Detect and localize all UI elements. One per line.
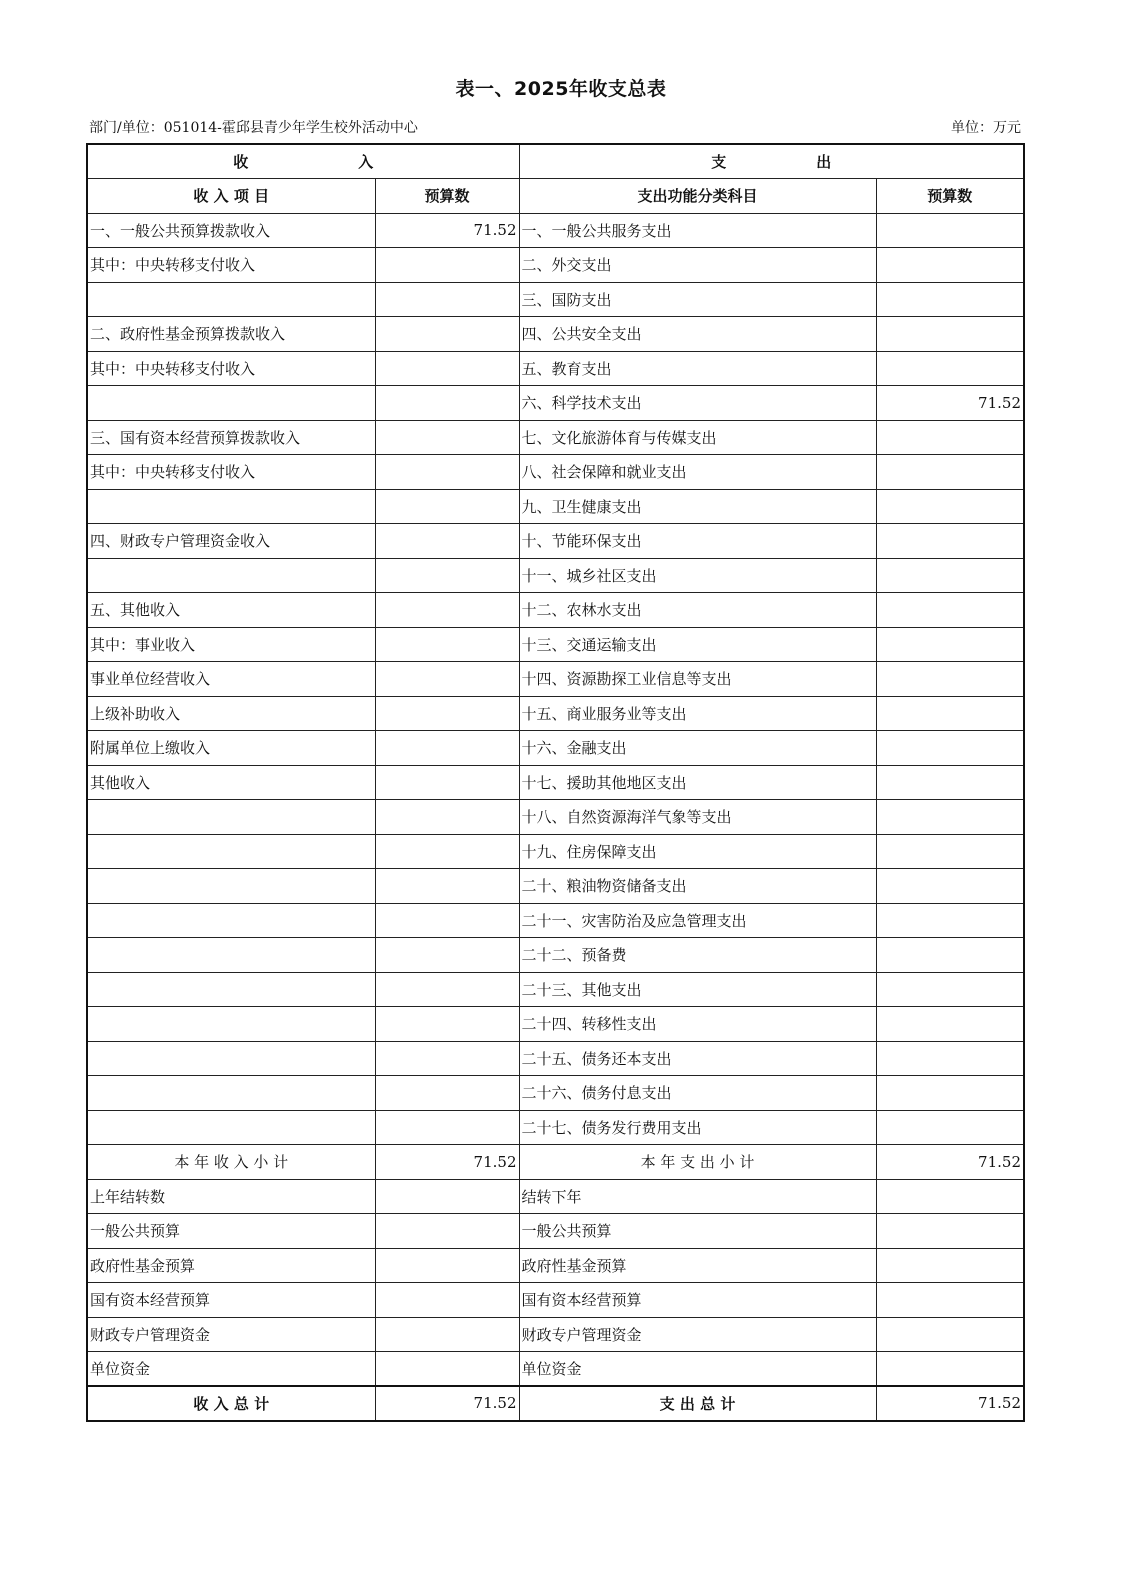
- income-value-cell: [375, 765, 519, 800]
- income-item-cell: 其中：中央转移支付收入: [87, 248, 375, 283]
- carry-expense-item-value: [876, 1248, 1024, 1283]
- income-value-cell: [375, 972, 519, 1007]
- income-item-cell: 其中：中央转移支付收入: [87, 351, 375, 386]
- expense-item-cell: 四、公共安全支出: [519, 317, 876, 352]
- table-row: [87, 765, 1024, 800]
- expense-item-cell: 二十六、债务付息支出: [519, 1076, 876, 1111]
- table-row: [87, 455, 1024, 490]
- expense-item-header: 支出功能分类科目: [519, 179, 876, 214]
- table-row: [87, 282, 1024, 317]
- income-item-cell: 事业单位经营收入: [87, 662, 375, 697]
- income-value-cell: [375, 903, 519, 938]
- income-value-cell: [375, 1076, 519, 1111]
- income-item-cell: 五、其他收入: [87, 593, 375, 628]
- expense-value-cell: [876, 1076, 1024, 1111]
- table-row: [87, 834, 1024, 869]
- income-value-cell: [375, 317, 519, 352]
- expense-item-cell: 二十二、预备费: [519, 938, 876, 973]
- expense-item-cell: 十、节能环保支出: [519, 524, 876, 559]
- carry-expense-value: [876, 1179, 1024, 1214]
- carry-expense-item-value: [876, 1283, 1024, 1318]
- income-total-value: 71.52: [375, 1386, 519, 1421]
- income-item-cell: [87, 869, 375, 904]
- expense-item-cell: 六、科学技术支出: [519, 386, 876, 421]
- carry-header-row: [87, 1179, 1024, 1214]
- income-item-cell: 附属单位上缴收入: [87, 731, 375, 766]
- table-row: [87, 972, 1024, 1007]
- income-item-cell: [87, 903, 375, 938]
- income-value-cell: [375, 524, 519, 559]
- expense-item-cell: 三、国防支出: [519, 282, 876, 317]
- table-row: [87, 1076, 1024, 1111]
- table-row: [87, 489, 1024, 524]
- expense-value-cell: [876, 696, 1024, 731]
- table-row: [87, 317, 1024, 352]
- expense-item-cell: 九、卫生健康支出: [519, 489, 876, 524]
- expense-value-cell: [876, 1007, 1024, 1042]
- income-item-cell: [87, 834, 375, 869]
- income-value-cell: [375, 558, 519, 593]
- table-row: [87, 248, 1024, 283]
- expense-item-cell: 十一、城乡社区支出: [519, 558, 876, 593]
- expense-value-cell: [876, 1110, 1024, 1145]
- carry-income-item: 政府性基金预算: [87, 1248, 375, 1283]
- table-row: [87, 662, 1024, 697]
- expense-value-cell: [876, 834, 1024, 869]
- table-row: [87, 696, 1024, 731]
- income-value-cell: [375, 489, 519, 524]
- income-item-cell: 其中：事业收入: [87, 627, 375, 662]
- group-header-row: [87, 144, 1024, 179]
- income-value-cell: [375, 593, 519, 628]
- table-row: [87, 869, 1024, 904]
- table-row: [87, 524, 1024, 559]
- expense-value-cell: [876, 282, 1024, 317]
- income-item-cell: 四、财政专户管理资金收入: [87, 524, 375, 559]
- table-row: [87, 593, 1024, 628]
- carry-income-item-value: [375, 1214, 519, 1249]
- income-item-cell: 三、国有资本经营预算拨款收入: [87, 420, 375, 455]
- carry-income-item: 一般公共预算: [87, 1214, 375, 1249]
- income-value-cell: [375, 938, 519, 973]
- carry-expense-label: 结转下年: [519, 1179, 876, 1214]
- income-item-cell: [87, 972, 375, 1007]
- income-total-label: 收 入 总 计: [87, 1386, 375, 1421]
- income-value-cell: [375, 834, 519, 869]
- carry-income-label: 上年结转数: [87, 1179, 375, 1214]
- income-item-cell: [87, 489, 375, 524]
- carry-income-item: 国有资本经营预算: [87, 1283, 375, 1318]
- income-subtotal-label: 本 年 收 入 小 计: [87, 1145, 375, 1180]
- carry-item-row: [87, 1283, 1024, 1318]
- expense-value-cell: [876, 524, 1024, 559]
- income-item-cell: [87, 938, 375, 973]
- expense-value-cell: [876, 972, 1024, 1007]
- income-item-cell: [87, 800, 375, 835]
- carry-income-item: 财政专户管理资金: [87, 1317, 375, 1352]
- budget-table: [86, 143, 1025, 1422]
- expense-item-cell: 二十四、转移性支出: [519, 1007, 876, 1042]
- income-subtotal-value: 71.52: [375, 1145, 519, 1180]
- expense-item-cell: 十四、资源勘探工业信息等支出: [519, 662, 876, 697]
- carry-expense-item: 单位资金: [519, 1352, 876, 1387]
- income-item-cell: [87, 1041, 375, 1076]
- total-row: [87, 1386, 1024, 1421]
- table-row: [87, 1041, 1024, 1076]
- income-value-cell: [375, 662, 519, 697]
- carry-expense-item: 政府性基金预算: [519, 1248, 876, 1283]
- column-header-row: [87, 179, 1024, 214]
- carry-income-item-value: [375, 1352, 519, 1387]
- expense-value-cell: [876, 593, 1024, 628]
- expense-value-cell: [876, 351, 1024, 386]
- carry-item-row: [87, 1248, 1024, 1283]
- subtotal-row: [87, 1145, 1024, 1180]
- table-row: [87, 731, 1024, 766]
- expense-item-cell: 八、社会保障和就业支出: [519, 455, 876, 490]
- income-item-cell: [87, 1076, 375, 1111]
- expense-value-cell: [876, 800, 1024, 835]
- income-item-cell: 其他收入: [87, 765, 375, 800]
- expense-item-cell: 一、一般公共服务支出: [519, 213, 876, 248]
- expense-value-cell: [876, 317, 1024, 352]
- carry-income-item-value: [375, 1248, 519, 1283]
- expense-group-header: 支 出: [519, 144, 1024, 179]
- carry-item-row: [87, 1352, 1024, 1387]
- table-row: [87, 800, 1024, 835]
- income-value-cell: [375, 1007, 519, 1042]
- carry-item-row: [87, 1317, 1024, 1352]
- carry-income-item-value: [375, 1317, 519, 1352]
- income-value-cell: [375, 351, 519, 386]
- income-value-cell: [375, 455, 519, 490]
- carry-expense-item-value: [876, 1317, 1024, 1352]
- carry-expense-item: 国有资本经营预算: [519, 1283, 876, 1318]
- income-value-cell: [375, 282, 519, 317]
- table-row: [87, 1110, 1024, 1145]
- income-budget-header: 预算数: [375, 179, 519, 214]
- income-value-cell: [375, 869, 519, 904]
- expense-item-cell: 十七、援助其他地区支出: [519, 765, 876, 800]
- expense-item-cell: 十六、金融支出: [519, 731, 876, 766]
- expense-value-cell: [876, 213, 1024, 248]
- income-value-cell: [375, 420, 519, 455]
- expense-value-cell: [876, 558, 1024, 593]
- table-row: [87, 938, 1024, 973]
- income-value-cell: 71.52: [375, 213, 519, 248]
- income-item-cell: [87, 558, 375, 593]
- carry-expense-item-value: [876, 1214, 1024, 1249]
- income-item-cell: 上级补助收入: [87, 696, 375, 731]
- table-row: [87, 213, 1024, 248]
- income-value-cell: [375, 248, 519, 283]
- expense-item-cell: 十八、自然资源海洋气象等支出: [519, 800, 876, 835]
- expense-item-cell: 二、外交支出: [519, 248, 876, 283]
- expense-item-cell: 十三、交通运输支出: [519, 627, 876, 662]
- income-value-cell: [375, 731, 519, 766]
- expense-item-cell: 七、文化旅游体育与传媒支出: [519, 420, 876, 455]
- expense-value-cell: [876, 455, 1024, 490]
- income-item-cell: 其中：中央转移支付收入: [87, 455, 375, 490]
- expense-value-cell: [876, 869, 1024, 904]
- income-item-cell: 二、政府性基金预算拨款收入: [87, 317, 375, 352]
- expense-item-cell: 十二、农林水支出: [519, 593, 876, 628]
- expense-item-cell: 二十五、债务还本支出: [519, 1041, 876, 1076]
- carry-income-item-value: [375, 1283, 519, 1318]
- table-row: [87, 903, 1024, 938]
- table-row: [87, 420, 1024, 455]
- income-value-cell: [375, 800, 519, 835]
- income-item-cell: [87, 282, 375, 317]
- carry-item-row: [87, 1214, 1024, 1249]
- income-value-cell: [375, 627, 519, 662]
- carry-income-value: [375, 1179, 519, 1214]
- table-row: [87, 558, 1024, 593]
- table-row: [87, 351, 1024, 386]
- expense-value-cell: [876, 662, 1024, 697]
- table-row: [87, 386, 1024, 421]
- income-item-cell: [87, 1007, 375, 1042]
- income-item-header: 收 入 项 目: [87, 179, 375, 214]
- expense-value-cell: 71.52: [876, 386, 1024, 421]
- expense-value-cell: [876, 938, 1024, 973]
- table-row: [87, 1007, 1024, 1042]
- income-group-header: 收 入: [87, 144, 519, 179]
- expense-subtotal-label: 本 年 支 出 小 计: [519, 1145, 876, 1180]
- expense-total-value: 71.52: [876, 1386, 1024, 1421]
- income-item-cell: [87, 1110, 375, 1145]
- unit-label: 单位：万元: [951, 120, 1021, 136]
- expense-value-cell: [876, 765, 1024, 800]
- carry-expense-item: 财政专户管理资金: [519, 1317, 876, 1352]
- expense-item-cell: 十五、商业服务业等支出: [519, 696, 876, 731]
- expense-subtotal-value: 71.52: [876, 1145, 1024, 1180]
- page-title: 表一、2025年收支总表: [455, 78, 667, 100]
- carry-income-item: 单位资金: [87, 1352, 375, 1387]
- expense-budget-header: 预算数: [876, 179, 1024, 214]
- income-value-cell: [375, 696, 519, 731]
- carry-expense-item-value: [876, 1352, 1024, 1387]
- expense-value-cell: [876, 627, 1024, 662]
- expense-value-cell: [876, 248, 1024, 283]
- expense-value-cell: [876, 489, 1024, 524]
- income-value-cell: [375, 386, 519, 421]
- expense-item-cell: 十九、住房保障支出: [519, 834, 876, 869]
- expense-total-label: 支 出 总 计: [519, 1386, 876, 1421]
- expense-item-cell: 二十一、灾害防治及应急管理支出: [519, 903, 876, 938]
- expense-value-cell: [876, 1041, 1024, 1076]
- income-item-cell: 一、一般公共预算拨款收入: [87, 213, 375, 248]
- expense-item-cell: 二十、粮油物资储备支出: [519, 869, 876, 904]
- income-item-cell: [87, 386, 375, 421]
- expense-item-cell: 五、教育支出: [519, 351, 876, 386]
- income-value-cell: [375, 1041, 519, 1076]
- expense-value-cell: [876, 903, 1024, 938]
- table-row: [87, 627, 1024, 662]
- expense-item-cell: 二十七、债务发行费用支出: [519, 1110, 876, 1145]
- expense-item-cell: 二十三、其他支出: [519, 972, 876, 1007]
- expense-value-cell: [876, 420, 1024, 455]
- department-label: 部门/单位：051014-霍邱县青少年学生校外活动中心: [89, 120, 418, 136]
- income-value-cell: [375, 1110, 519, 1145]
- carry-expense-item: 一般公共预算: [519, 1214, 876, 1249]
- expense-value-cell: [876, 731, 1024, 766]
